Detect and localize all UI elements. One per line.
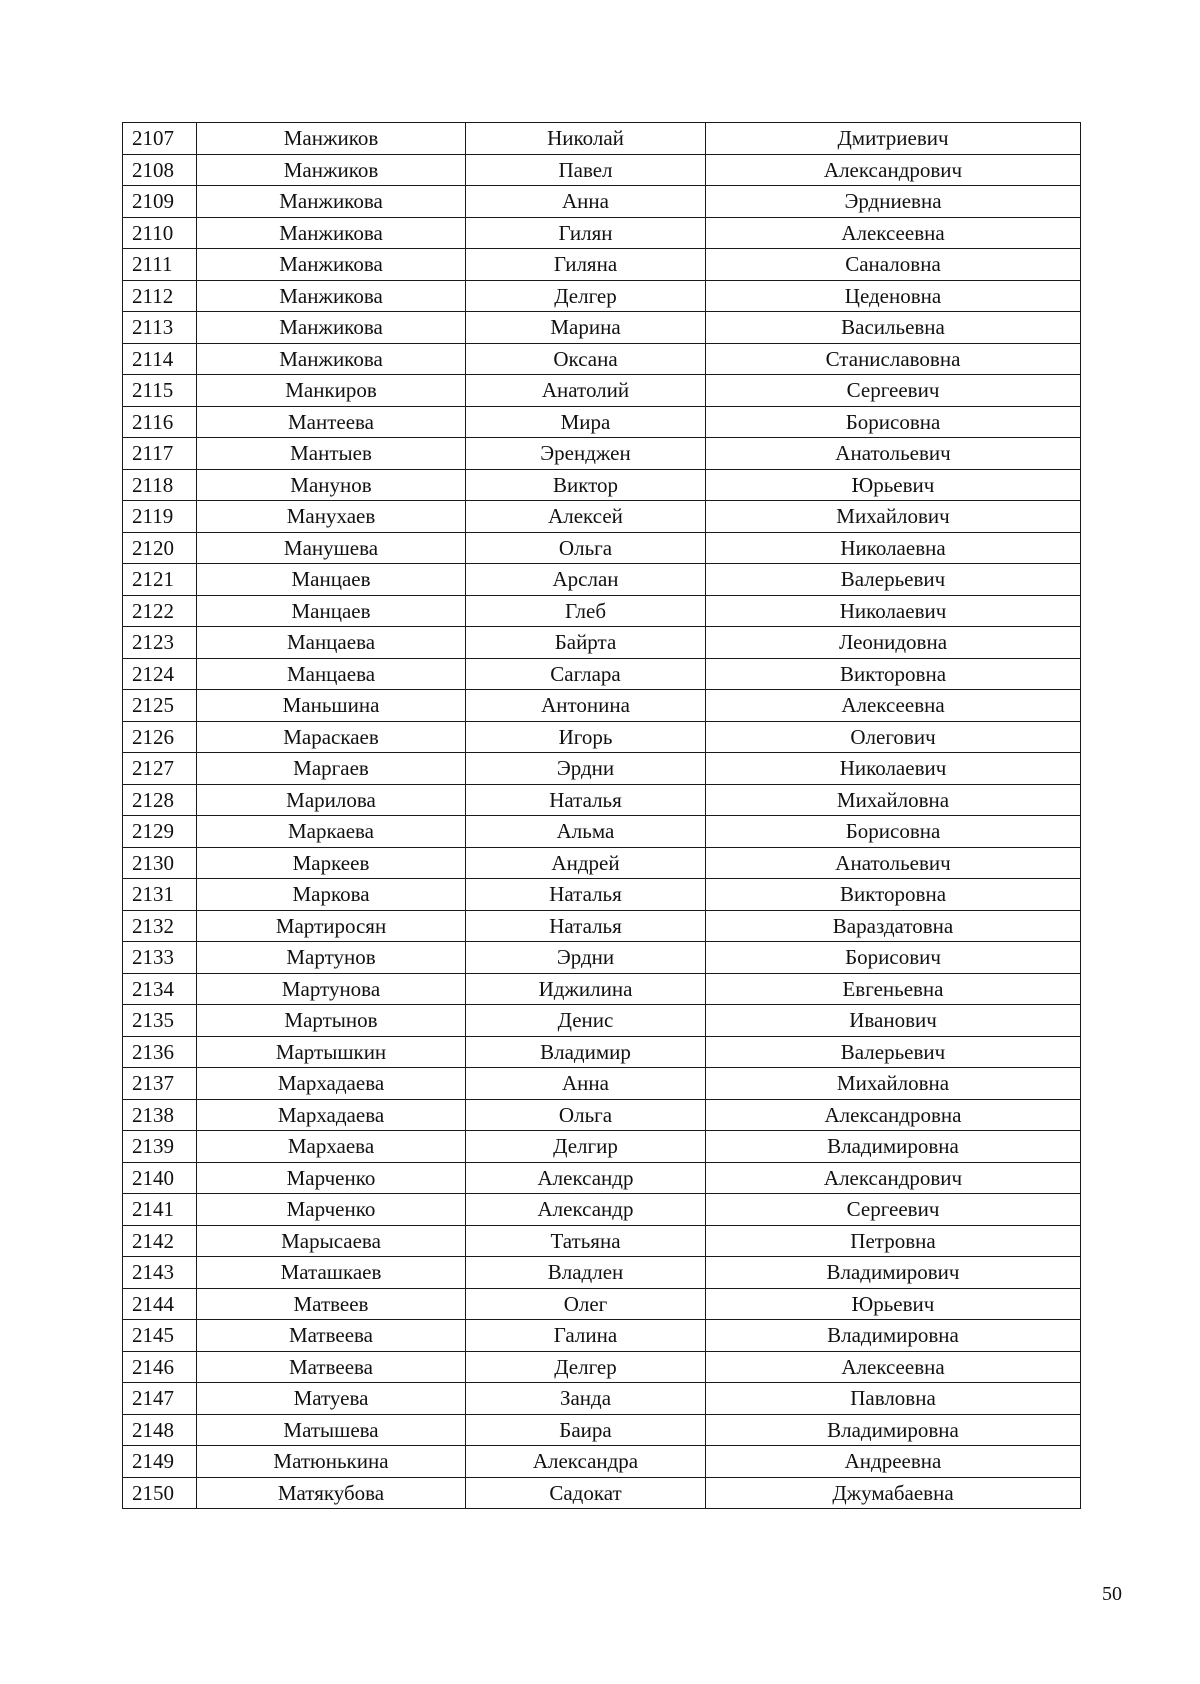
first-name-cell: Ольга [466,1099,706,1131]
last-name-cell: Манкиров [197,375,466,407]
row-number-cell: 2136 [123,1036,197,1068]
row-number-cell: 2124 [123,658,197,690]
first-name-cell: Наталья [466,784,706,816]
table-row [123,879,1081,911]
patronymic-cell: Алексеевна [706,690,1081,722]
table-row [123,1351,1081,1383]
names-table [122,122,1081,1509]
row-number-cell: 2129 [123,816,197,848]
last-name-cell: Манунов [197,469,466,501]
table-row [123,438,1081,470]
table-row [123,1131,1081,1163]
last-name-cell: Маташкаев [197,1257,466,1289]
last-name-cell: Мартунова [197,973,466,1005]
patronymic-cell: Викторовна [706,879,1081,911]
last-name-cell: Манухаев [197,501,466,533]
patronymic-cell: Юрьевич [706,469,1081,501]
row-number-cell: 2143 [123,1257,197,1289]
last-name-cell: Матвеева [197,1351,466,1383]
row-number-cell: 2148 [123,1414,197,1446]
table-row [123,1477,1081,1509]
patronymic-cell: Владимировна [706,1131,1081,1163]
table-row [123,375,1081,407]
row-number-cell: 2122 [123,595,197,627]
last-name-cell: Манцаева [197,627,466,659]
last-name-cell: Манцаев [197,564,466,596]
first-name-cell: Галина [466,1320,706,1352]
last-name-cell: Мартынов [197,1005,466,1037]
last-name-cell: Маргаев [197,753,466,785]
first-name-cell: Занда [466,1383,706,1415]
row-number-cell: 2109 [123,186,197,218]
last-name-cell: Манжикова [197,312,466,344]
row-number-cell: 2111 [123,249,197,281]
row-number-cell: 2149 [123,1446,197,1478]
row-number-cell: 2131 [123,879,197,911]
first-name-cell: Арслан [466,564,706,596]
row-number-cell: 2147 [123,1383,197,1415]
row-number-cell: 2139 [123,1131,197,1163]
patronymic-cell: Петровна [706,1225,1081,1257]
table-row [123,123,1081,155]
patronymic-cell: Алексеевна [706,217,1081,249]
names-table-body [123,123,1081,1509]
table-row [123,690,1081,722]
patronymic-cell: Николаевич [706,753,1081,785]
first-name-cell: Садокат [466,1477,706,1509]
patronymic-cell: Борисович [706,942,1081,974]
row-number-cell: 2117 [123,438,197,470]
page-number: 50 [1102,1583,1122,1605]
last-name-cell: Манушева [197,532,466,564]
table-row [123,1320,1081,1352]
row-number-cell: 2150 [123,1477,197,1509]
patronymic-cell: Анатольевич [706,847,1081,879]
table-row [123,1005,1081,1037]
first-name-cell: Денис [466,1005,706,1037]
last-name-cell: Мантыев [197,438,466,470]
table-row [123,1288,1081,1320]
last-name-cell: Матякубова [197,1477,466,1509]
table-row [123,1383,1081,1415]
first-name-cell: Наталья [466,879,706,911]
last-name-cell: Мархадаева [197,1068,466,1100]
row-number-cell: 2140 [123,1162,197,1194]
row-number-cell: 2112 [123,280,197,312]
last-name-cell: Маньшина [197,690,466,722]
patronymic-cell: Валерьевич [706,1036,1081,1068]
table-row [123,469,1081,501]
first-name-cell: Алексей [466,501,706,533]
last-name-cell: Манцаев [197,595,466,627]
last-name-cell: Мартиросян [197,910,466,942]
last-name-cell: Мартышкин [197,1036,466,1068]
first-name-cell: Антонина [466,690,706,722]
patronymic-cell: Борисовна [706,816,1081,848]
last-name-cell: Марилова [197,784,466,816]
last-name-cell: Мархаева [197,1131,466,1163]
table-row [123,753,1081,785]
patronymic-cell: Александровна [706,1099,1081,1131]
patronymic-cell: Михайлович [706,501,1081,533]
patronymic-cell: Алексеевна [706,1351,1081,1383]
row-number-cell: 2134 [123,973,197,1005]
row-number-cell: 2119 [123,501,197,533]
first-name-cell: Николай [466,123,706,155]
row-number-cell: 2116 [123,406,197,438]
first-name-cell: Эрдни [466,753,706,785]
last-name-cell: Марченко [197,1194,466,1226]
patronymic-cell: Павловна [706,1383,1081,1415]
last-name-cell: Мантеева [197,406,466,438]
patronymic-cell: Викторовна [706,658,1081,690]
last-name-cell: Манжиков [197,123,466,155]
last-name-cell: Маркова [197,879,466,911]
last-name-cell: Мараскаев [197,721,466,753]
table-row [123,942,1081,974]
row-number-cell: 2126 [123,721,197,753]
patronymic-cell: Владимирович [706,1257,1081,1289]
table-row [123,1446,1081,1478]
row-number-cell: 2133 [123,942,197,974]
patronymic-cell: Иванович [706,1005,1081,1037]
first-name-cell: Делгер [466,1351,706,1383]
first-name-cell: Саглара [466,658,706,690]
table-row [123,1257,1081,1289]
table-row [123,973,1081,1005]
patronymic-cell: Михайловна [706,784,1081,816]
patronymic-cell: Леонидовна [706,627,1081,659]
first-name-cell: Наталья [466,910,706,942]
patronymic-cell: Олегович [706,721,1081,753]
first-name-cell: Иджилина [466,973,706,1005]
first-name-cell: Виктор [466,469,706,501]
first-name-cell: Александр [466,1162,706,1194]
row-number-cell: 2135 [123,1005,197,1037]
table-row [123,1225,1081,1257]
patronymic-cell: Евгеньевна [706,973,1081,1005]
table-row [123,1068,1081,1100]
table-row [123,595,1081,627]
row-number-cell: 2128 [123,784,197,816]
first-name-cell: Анна [466,186,706,218]
patronymic-cell: Владимировна [706,1320,1081,1352]
table-row [123,1194,1081,1226]
first-name-cell: Владимир [466,1036,706,1068]
table-row [123,1162,1081,1194]
first-name-cell: Павел [466,154,706,186]
row-number-cell: 2114 [123,343,197,375]
last-name-cell: Манжикова [197,217,466,249]
last-name-cell: Маркеев [197,847,466,879]
patronymic-cell: Александрович [706,154,1081,186]
last-name-cell: Матвеев [197,1288,466,1320]
first-name-cell: Марина [466,312,706,344]
first-name-cell: Владлен [466,1257,706,1289]
table-row [123,406,1081,438]
first-name-cell: Андрей [466,847,706,879]
last-name-cell: Матюнькина [197,1446,466,1478]
row-number-cell: 2145 [123,1320,197,1352]
patronymic-cell: Борисовна [706,406,1081,438]
first-name-cell: Альма [466,816,706,848]
patronymic-cell: Сергеевич [706,1194,1081,1226]
first-name-cell: Олег [466,1288,706,1320]
row-number-cell: 2115 [123,375,197,407]
last-name-cell: Манжикова [197,249,466,281]
first-name-cell: Александра [466,1446,706,1478]
row-number-cell: 2144 [123,1288,197,1320]
row-number-cell: 2125 [123,690,197,722]
table-row [123,847,1081,879]
first-name-cell: Эрдни [466,942,706,974]
first-name-cell: Гилян [466,217,706,249]
patronymic-cell: Николаевич [706,595,1081,627]
table-row [123,910,1081,942]
table-row [123,532,1081,564]
table-row [123,627,1081,659]
patronymic-cell: Саналовна [706,249,1081,281]
table-row [123,658,1081,690]
table-row [123,186,1081,218]
last-name-cell: Манцаева [197,658,466,690]
table-row [123,249,1081,281]
first-name-cell: Татьяна [466,1225,706,1257]
row-number-cell: 2146 [123,1351,197,1383]
first-name-cell: Делгир [466,1131,706,1163]
row-number-cell: 2132 [123,910,197,942]
row-number-cell: 2137 [123,1068,197,1100]
row-number-cell: 2107 [123,123,197,155]
table-row [123,1036,1081,1068]
row-number-cell: 2121 [123,564,197,596]
row-number-cell: 2113 [123,312,197,344]
patronymic-cell: Сергеевич [706,375,1081,407]
patronymic-cell: Цеденовна [706,280,1081,312]
first-name-cell: Анна [466,1068,706,1100]
patronymic-cell: Станиславовна [706,343,1081,375]
patronymic-cell: Михайловна [706,1068,1081,1100]
first-name-cell: Ольга [466,532,706,564]
table-row [123,816,1081,848]
row-number-cell: 2127 [123,753,197,785]
row-number-cell: 2108 [123,154,197,186]
table-row [123,312,1081,344]
table-row [123,721,1081,753]
row-number-cell: 2138 [123,1099,197,1131]
last-name-cell: Маркаева [197,816,466,848]
first-name-cell: Мира [466,406,706,438]
patronymic-cell: Андреевна [706,1446,1081,1478]
table-row [123,1414,1081,1446]
last-name-cell: Марченко [197,1162,466,1194]
last-name-cell: Мартунов [197,942,466,974]
patronymic-cell: Юрьевич [706,1288,1081,1320]
first-name-cell: Эренджен [466,438,706,470]
table-row [123,154,1081,186]
row-number-cell: 2130 [123,847,197,879]
row-number-cell: 2123 [123,627,197,659]
first-name-cell: Александр [466,1194,706,1226]
last-name-cell: Манжикова [197,280,466,312]
table-row [123,784,1081,816]
first-name-cell: Гиляна [466,249,706,281]
row-number-cell: 2141 [123,1194,197,1226]
last-name-cell: Манжикова [197,343,466,375]
last-name-cell: Матвеева [197,1320,466,1352]
first-name-cell: Глеб [466,595,706,627]
patronymic-cell: Анатольевич [706,438,1081,470]
first-name-cell: Игорь [466,721,706,753]
patronymic-cell: Николаевна [706,532,1081,564]
table-row [123,343,1081,375]
last-name-cell: Мархадаева [197,1099,466,1131]
last-name-cell: Марысаева [197,1225,466,1257]
row-number-cell: 2142 [123,1225,197,1257]
first-name-cell: Анатолий [466,375,706,407]
patronymic-cell: Эрдниевна [706,186,1081,218]
first-name-cell: Оксана [466,343,706,375]
table-row [123,1099,1081,1131]
first-name-cell: Делгер [466,280,706,312]
patronymic-cell: Вараздатовна [706,910,1081,942]
row-number-cell: 2118 [123,469,197,501]
first-name-cell: Байрта [466,627,706,659]
patronymic-cell: Джумабаевна [706,1477,1081,1509]
patronymic-cell: Валерьевич [706,564,1081,596]
patronymic-cell: Васильевна [706,312,1081,344]
first-name-cell: Баира [466,1414,706,1446]
row-number-cell: 2110 [123,217,197,249]
patronymic-cell: Дмитриевич [706,123,1081,155]
last-name-cell: Манжикова [197,186,466,218]
patronymic-cell: Александрович [706,1162,1081,1194]
table-row [123,564,1081,596]
row-number-cell: 2120 [123,532,197,564]
table-row [123,501,1081,533]
last-name-cell: Матышева [197,1414,466,1446]
patronymic-cell: Владимировна [706,1414,1081,1446]
last-name-cell: Матуева [197,1383,466,1415]
table-row [123,280,1081,312]
last-name-cell: Манжиков [197,154,466,186]
table-row [123,217,1081,249]
